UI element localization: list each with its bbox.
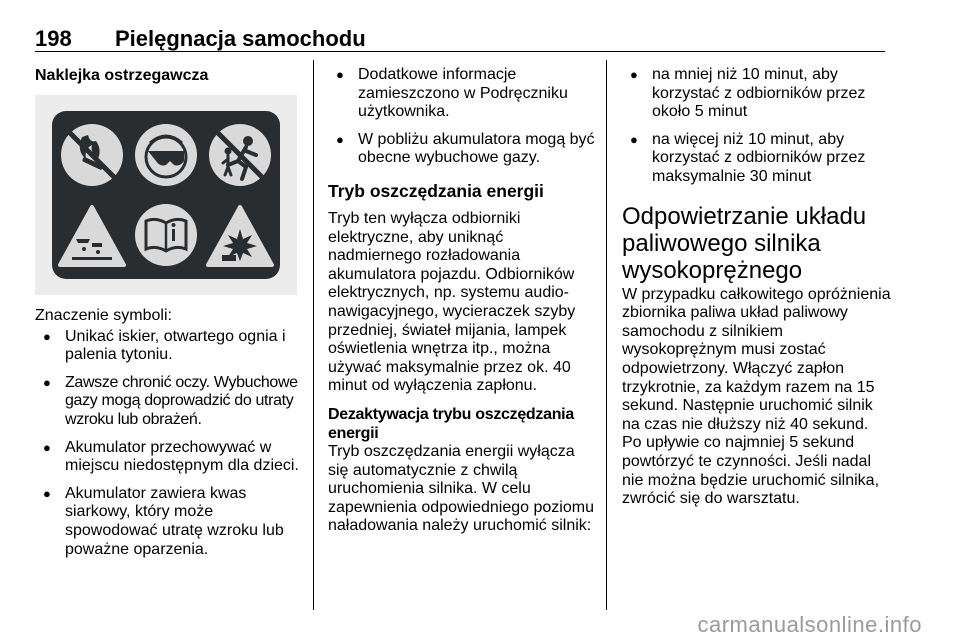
watermark: carmanualsonline.info [697, 612, 922, 637]
page-number: 198 [35, 26, 72, 51]
fuel-bleeding-text: W przypadku całkowitego opróżnienia zbiornika paliwa układ paliwowy samochodu z silnikiem wysokoprężnym musi zostać odpowietrzony. Włączyć zapłon trzykrotnie, za każdym razem na 15 sekund. Następnie uruchomić silnik na czas nie dłuższy niż 40 sekund. Po upływie co najmniej 5 sekund powtórzyć te czynności. Jeśli nadal nie można będzie uruchomić silnika, zwrócić się do warsztatu. [622, 285, 891, 508]
column-1 [35, 66, 303, 568]
symbols-list [35, 328, 303, 560]
page-title: Pielęgnacja samochodu [115, 26, 366, 51]
eye-protection-icon [135, 124, 197, 186]
page-header [35, 28, 885, 52]
list-item: ● Unikać iskier, otwartego ognia i palenia tytoniu. [35, 328, 303, 365]
list-item: ● na mniej niż 10 minut, aby korzystać z odbiorników przez około 5 minut [622, 66, 892, 122]
energy-saving-text: Tryb ten wyłącza odbiorniki elektryczne, aby uniknąć nadmiernego rozładowania akumulatora pojazdu. Odbiorników elektrycznych, np. systemu audio-nawigacyjnego, wycieraczek szyby przedniej, świateł mijania, lampek oświetlenia wnętrza itp., można używać maksymalnie przez ok. 40 minut od wyłączenia zapłonu. [328, 209, 576, 395]
warning-label-heading: Naklejka ostrzegawcza [35, 67, 209, 84]
list-item: ● Zawsze chronić oczy. Wybuchowe gazy mogą doprowadzić do utraty wzroku lub obrażeń. [35, 374, 303, 430]
symbols-intro: Znaczenie symboli: [35, 307, 172, 324]
column-2 [328, 66, 596, 536]
fuel-bleeding-heading: Odpowietrzanie układu paliwowego silnika wysokoprężnego [622, 202, 867, 284]
keep-children-away-icon [209, 124, 271, 186]
list-item: ● na więcej niż 10 minut, aby korzystać z odbiorników przez maksymalnie 30 minut [622, 131, 892, 187]
no-fire-icon [61, 124, 123, 186]
list-item: ● W pobliżu akumulatora mogą być obecne wybuchowe gazy. [328, 131, 596, 168]
list-item: ● Dodatkowe informacje zamieszczono w Podręczniku użytkownika. [328, 66, 596, 122]
info-list [328, 66, 596, 168]
engine-run-list [622, 66, 892, 187]
column-divider-1 [313, 60, 314, 610]
manual-icon [135, 204, 197, 266]
deactivation-text: Tryb oszczędzania energii wyłącza się automatycznie z chwilą uruchomienia silnika. W celu zapewnienia odpowiedniego poziomu naładowania należy uruchomić silnik: [328, 443, 594, 535]
column-3 [622, 66, 892, 509]
warning-label-image [52, 111, 280, 279]
list-item: ● Akumulator przechowywać w miejscu niedostępnym dla dzieci. [35, 439, 303, 476]
warning-label-figure [35, 95, 297, 295]
column-divider-2 [606, 60, 607, 610]
list-item: ● Akumulator zawiera kwas siarkowy, który może spowodować utratę wzroku lub poważne oparzenia. [35, 485, 303, 559]
energy-saving-heading: Tryb oszczędzania energii [328, 180, 544, 201]
deactivation-heading: Dezaktywacja trybu oszczędzania energii [328, 405, 574, 442]
